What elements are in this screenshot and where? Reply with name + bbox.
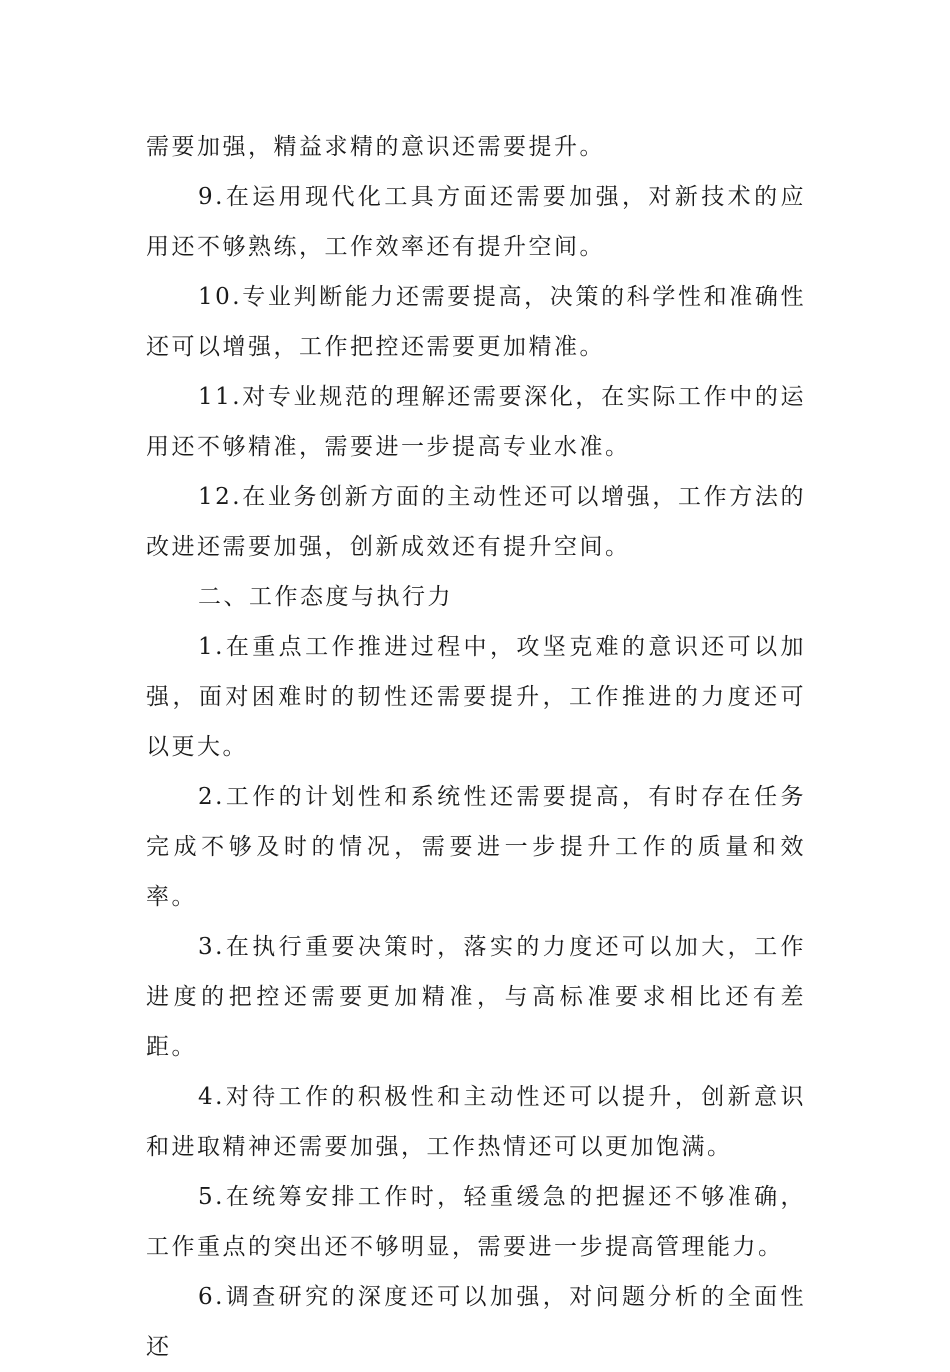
paragraph-item-9: 9.在运用现代化工具方面还需要加强，对新技术的应用还不够熟练，工作效率还有提升空间。 xyxy=(146,184,806,260)
paragraph-continuation: 需要加强，精益求精的意识还需要提升。 xyxy=(146,134,605,160)
section-heading-2: 二、工作态度与执行力 xyxy=(198,584,453,610)
document-body xyxy=(146,122,806,1372)
paragraph-item-10: 10.专业判断能力还需要提高，决策的科学性和准确性还可以增强，工作把控还需要更加精准。 xyxy=(146,284,806,360)
paragraph-item-5: 5.在统筹安排工作时，轻重缓急的把握还不够准确，工作重点的突出还不够明显，需要进一步提高管理能力。 xyxy=(146,1184,806,1260)
paragraph-item-3: 3.在执行重要决策时，落实的力度还可以加大，工作进度的把控还需要更加精准，与高标准要求相比还有差距。 xyxy=(146,934,806,1060)
paragraph-item-6: 6.调查研究的深度还可以加强，对问题分析的全面性还 xyxy=(146,1284,806,1360)
paragraph-item-2: 2.工作的计划性和系统性还需要提高，有时存在任务完成不够及时的情况，需要进一步提升工作的质量和效率。 xyxy=(146,784,806,910)
paragraph-item-1: 1.在重点工作推进过程中，攻坚克难的意识还可以加强，面对困难时的韧性还需要提升，工作推进的力度还可以更大。 xyxy=(146,634,806,760)
paragraph-item-12: 12.在业务创新方面的主动性还可以增强，工作方法的改进还需要加强，创新成效还有提升空间。 xyxy=(146,484,806,560)
paragraph-item-4: 4.对待工作的积极性和主动性还可以提升，创新意识和进取精神还需要加强，工作热情还可以更加饱满。 xyxy=(146,1084,806,1160)
paragraph-item-11: 11.对专业规范的理解还需要深化，在实际工作中的运用还不够精准，需要进一步提高专业水准。 xyxy=(146,384,806,460)
